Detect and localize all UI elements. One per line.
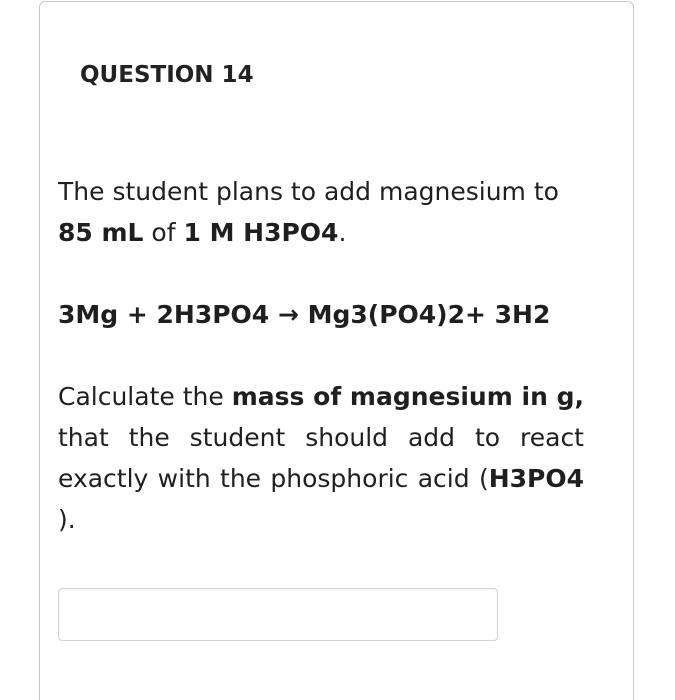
intro-text-3: . — [338, 218, 347, 247]
reaction-arrow: → — [277, 300, 299, 329]
volume-amount: 85 mL — [58, 218, 144, 247]
equation-reactants: 3Mg + 2H3PO4 — [58, 300, 270, 329]
question-intro — [58, 171, 584, 253]
question-title: QUESTION 14 — [80, 62, 254, 88]
question-body — [58, 171, 584, 540]
prompt-formula: H3PO4 — [488, 464, 584, 493]
prompt-text-2: that the student should add to react exactly with the phosphoric acid ( — [58, 423, 584, 493]
question-prompt — [58, 376, 584, 540]
answer-input[interactable] — [58, 588, 498, 641]
equation-products: Mg3(PO4)2+ 3H2 — [307, 300, 551, 329]
acid-concentration: 1 M H3PO4 — [183, 218, 339, 247]
chemical-equation — [58, 294, 584, 335]
intro-text-1: The student plans to add magnesium to — [58, 177, 559, 206]
question-card — [39, 1, 634, 700]
prompt-text-1: Calculate the — [58, 382, 232, 411]
prompt-emphasis: mass of magnesium in g, — [231, 382, 584, 411]
prompt-text-3: ). — [58, 505, 76, 534]
intro-text-2: of — [143, 218, 184, 247]
